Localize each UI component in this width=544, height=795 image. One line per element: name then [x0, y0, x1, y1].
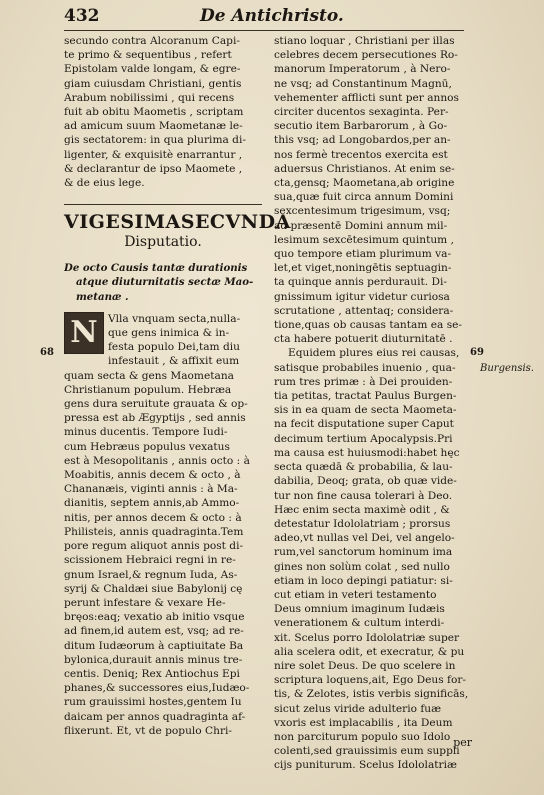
text-line: rum grauissimi hostes,gentem Iu — [64, 696, 242, 709]
text-line: Moabitis, annis decem & octo , à — [64, 469, 241, 482]
text-line: cum Hebræus populus vexatus — [64, 440, 230, 453]
text-line: syrij & Chaldæi siue Babylonij cę — [64, 582, 243, 595]
text-line: colenti,sed grauissimis eum suppli — [274, 745, 460, 758]
text-line: & de eius lege. — [64, 177, 145, 190]
text-line: na fecit disputatione super Caput — [274, 418, 454, 431]
margin-number-right: 69 — [470, 347, 484, 358]
text-line: gines non solùm colat , sed nullo — [274, 560, 450, 573]
text-line: satisque probabiles inuenio , qua- — [274, 361, 456, 374]
text-line: pressa est ab Ægyptijs , sed annis — [64, 412, 246, 425]
text-line: Equidem plures eius rei causas, — [288, 347, 460, 360]
italic-heading-line: De octo Causis tantæ durationis — [64, 262, 248, 275]
text-line: aduersus Christianos. At enim se- — [274, 162, 455, 175]
text-line: sis in ea quam de secta Maometa- — [274, 404, 457, 417]
text-line: Chananæis, viginti annis : à Ma- — [64, 483, 238, 496]
text-line: ad amicum suum Maometanæ le- — [64, 120, 243, 133]
text-line: cut etiam in veteri testamento — [274, 588, 437, 601]
text-line: venerationem & cultum interdi- — [274, 617, 445, 630]
text-line: tione,quas ob causas tantam ea se- — [274, 319, 462, 332]
right-column — [274, 34, 470, 773]
text-line: phanes,& successores eius,Iudæo- — [64, 682, 250, 695]
text-line: adeo,vt nullas vel Dei, vel angelo- — [274, 532, 455, 545]
text-line: celebres decem persecutiones Ro- — [274, 49, 458, 62]
text-line: alia scelera odit, et execratur, & pu — [274, 645, 465, 658]
catchword: per — [453, 736, 472, 749]
text-line: daicam per annos quadraginta af- — [64, 710, 246, 723]
text-line: gnissimum igitur videtur curiosa — [274, 290, 450, 303]
text-line: est à Mesopolitanis , annis octo : à — [64, 454, 250, 467]
text-line: dabilia, Deoq; grata, ob quæ vide- — [274, 475, 457, 488]
text-line: stiano loquar , Christiani per illas — [274, 35, 455, 47]
page-number: 432 — [64, 6, 100, 26]
text-line: perunt infestare & vexare He- — [64, 596, 226, 609]
text-line: tia petitas, tractat Paulus Burgen- — [274, 390, 457, 403]
text-line: this vsq; ad Longobardos,per an- — [274, 134, 451, 147]
text-line: rum,vel sanctorum hominum ima — [274, 546, 453, 559]
text-line: scriptura loquens,ait, Ego Deus for- — [274, 674, 466, 687]
text-line: detestatur Idololatriam ; prorsus — [274, 517, 451, 530]
text-line: Deus omnium imaginum Iudæis — [274, 603, 445, 616]
text-line: scissionem Hebraici regni in re- — [64, 554, 236, 567]
text-line: sicut zelus viride adulterio fuæ — [274, 702, 442, 715]
text-line: sexcentesimum trigesimum, vsq; — [274, 205, 451, 218]
text-line: gnum Israel,& regnum Iuda, As- — [64, 568, 238, 581]
text-line: rum tres primæ : à Dei prouiden- — [274, 375, 453, 388]
text-line: manorum Imperatorum , à Nero- — [274, 63, 451, 76]
text-line: Christianum populum. Hebræa — [64, 383, 232, 396]
text-line: nitis, per annos decem & octo : à — [64, 511, 242, 524]
text-line: let,et viget,noningētis septuagin- — [274, 262, 452, 275]
text-line: cijs puniturum. Scelus Idololatriæ — [274, 759, 457, 772]
left-column — [64, 34, 291, 738]
text-line: tis, & Zelotes, istis verbis significās, — [274, 688, 469, 701]
section-divider — [64, 204, 291, 251]
text-line: xit. Scelus porro Idololatriæ super — [274, 631, 460, 644]
text-line: cta habere potuerit diuturnitatē . — [274, 333, 453, 346]
text-line: gis sectatorem: in qua plurima di- — [64, 134, 246, 147]
italic-heading-line: atque diuturnitatis sectæ Mao- — [76, 276, 254, 289]
margin-number-left: 68 — [40, 347, 54, 358]
text-line: ditum Iudæorum à captiuitate Ba — [64, 639, 244, 652]
text-line: ta quinque annis perdurauit. Di- — [274, 276, 447, 289]
text-line: Arabum nobilissimi , qui recens — [64, 91, 235, 104]
text-line: minus ducentis. Tempore Iudi- — [64, 426, 228, 439]
drop-cap: N — [64, 312, 104, 354]
text-line: nos fermè trecentos exercita est — [274, 148, 448, 161]
text-line: & declarantur de ipso Maomete , — [64, 162, 243, 175]
text-line: vxoris est implacabilis , ita Deum — [274, 716, 453, 729]
text-line: Epistolam valde longam, & egre- — [64, 63, 241, 76]
text-line: quo tempore etiam plurimum va- — [274, 248, 452, 261]
text-line: secta quædā & probabilia, & lau- — [274, 461, 453, 474]
text-line: infestauit , & affixit eum — [108, 355, 240, 368]
dropcap-block — [64, 312, 262, 369]
text-line: quam secta & gens Maometana — [64, 369, 234, 382]
text-line: cta,gensq; Maometana,ab origine — [274, 177, 455, 190]
text-line: etiam in loco depingi patiatur: si- — [274, 574, 453, 587]
text-line: giam cuiusdam Christiani, gentis — [64, 77, 242, 90]
text-line: festa populo Dei,tam diu — [108, 341, 240, 354]
text-line: ad finem,id autem est, vsq; ad re- — [64, 625, 244, 638]
margin-note-burgensis: Burgensis. — [480, 363, 534, 374]
text-line: sua,quæ fuit circa annum Domini — [274, 191, 454, 204]
text-line: Vlla vnquam secta,nulla- — [108, 312, 241, 325]
text-line: non parciturum populo suo Idolo — [274, 730, 451, 743]
text-line: scrutatione , attentaq; considera- — [274, 304, 454, 317]
text-line: bręos:eaq; vexatio ab initio vsque — [64, 611, 245, 624]
text-line: fuit ab obitu Maometis , scriptam — [64, 106, 244, 119]
text-line: pore regum aliquot annis post di- — [64, 540, 244, 553]
text-line: ma causa est huiusmodi:habet hęc — [274, 446, 460, 459]
section-subtitle: Disputatio. — [124, 234, 202, 251]
text-line: decimum tertium Apocalypsis.Pri — [274, 432, 453, 445]
text-line: bylonica,durauit annis minus tre- — [64, 653, 243, 666]
page-header — [64, 4, 464, 31]
text-line: tur non fine causa tolerari à Deo. — [274, 489, 453, 502]
text-line: lesimum sexcētesimum quintum , — [274, 233, 454, 246]
text-line: circiter ducentos sexaginta. Per- — [274, 106, 449, 119]
italic-heading-line: metanæ . — [76, 290, 129, 303]
text-line: secundo contra Alcoranum Capi- — [64, 35, 240, 47]
text-line: que gens inimica & in- — [108, 327, 230, 340]
text-line: secutio item Barbarorum , à Go- — [274, 120, 448, 133]
text-line: Hæc enim secta maximè odit , & — [274, 503, 450, 516]
text-line: ligenter, & exquisitè enarrantur , — [64, 148, 243, 161]
running-head: De Antichristo. — [200, 6, 344, 26]
text-line: vehementer afflicti sunt per annos — [274, 91, 459, 104]
text-line: gens dura seruitute grauata & op- — [64, 398, 248, 411]
text-line: ad præsentē Domini annum mil- — [274, 219, 448, 232]
text-line: te primo & sequentibus , refert — [64, 49, 232, 62]
text-line: nire solet Deus. De quo scelere in — [274, 659, 456, 672]
text-line: Philisteis, annis quadraginta.Tem — [64, 525, 244, 538]
text-line: ne vsq; ad Constantinum Magnū, — [274, 77, 452, 90]
section-title: VIGESIMASECVNDA — [64, 211, 291, 234]
text-line: flixerunt. Et, vt de populo Chri- — [64, 724, 233, 737]
text-line: centis. Deniq; Rex Antiochus Epi — [64, 667, 240, 680]
text-line: dianitis, septem annis,ab Ammo- — [64, 497, 240, 510]
